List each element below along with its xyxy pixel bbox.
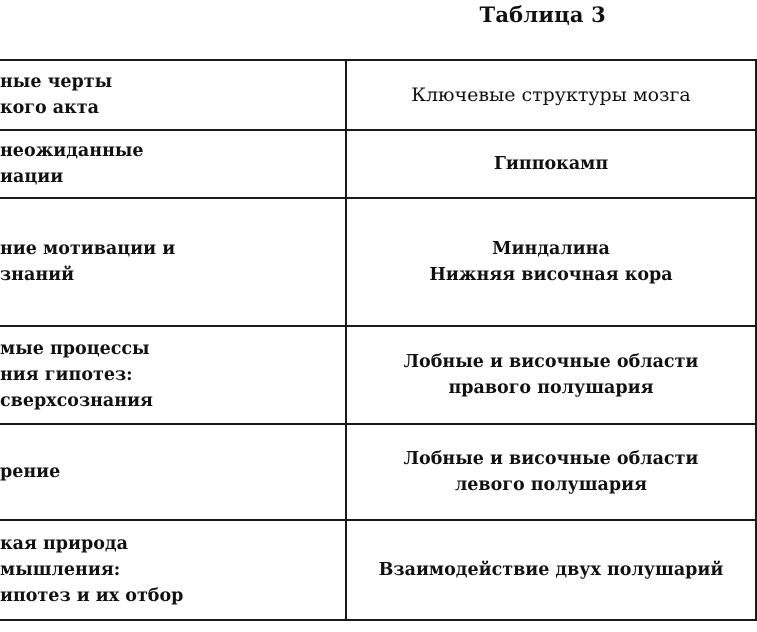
cell-line: левого полушария (454, 475, 648, 495)
cell-line: Взаимодействие двух полушарий (378, 560, 724, 580)
cell-line: Лобные и височные области (403, 449, 699, 469)
table-header-row (0, 60, 756, 130)
cell-feature (0, 520, 346, 620)
cell-line: знаний (0, 265, 75, 285)
table-row (0, 130, 756, 198)
cell-line: Миндалина (492, 239, 610, 259)
table-row (0, 326, 756, 424)
brain-structures-table (0, 59, 757, 621)
cell-line: мые процессы (0, 339, 150, 359)
cell-structure (346, 130, 756, 198)
cell-feature (0, 424, 346, 520)
cell-line: рение (0, 462, 61, 482)
cell-structure (346, 520, 756, 620)
table-row (0, 520, 756, 620)
cell-feature (0, 198, 346, 326)
header-cell-left (0, 60, 346, 130)
cell-line: иации (0, 167, 64, 187)
cell-line: мышления: (0, 560, 121, 580)
table-row (0, 198, 756, 326)
cell-structure (346, 198, 756, 326)
cell-line: Лобные и височные области (403, 352, 699, 372)
cell-structure (346, 424, 756, 520)
table-caption: Таблица 3 (479, 2, 606, 27)
table-row (0, 424, 756, 520)
cell-line: ния гипотез: (0, 365, 133, 385)
cell-line: неожиданные (0, 141, 144, 161)
header-cell-right (346, 60, 756, 130)
cell-line: сверхсознания (0, 391, 153, 411)
cell-line: кая природа (0, 534, 128, 554)
cell-line: ные черты (0, 72, 113, 92)
cell-feature (0, 326, 346, 424)
cell-feature (0, 130, 346, 198)
cell-line: ние мотивации и (0, 239, 176, 259)
cell-line: Гиппокамп (493, 154, 609, 174)
cell-line: Ключевые структуры мозга (411, 84, 691, 106)
cell-structure (346, 326, 756, 424)
cell-line: ипотез и их отбор (0, 586, 184, 606)
cell-line: Нижняя височная кора (429, 265, 673, 285)
cell-line: правого полушария (448, 378, 654, 398)
cell-line: кого акта (0, 98, 99, 118)
